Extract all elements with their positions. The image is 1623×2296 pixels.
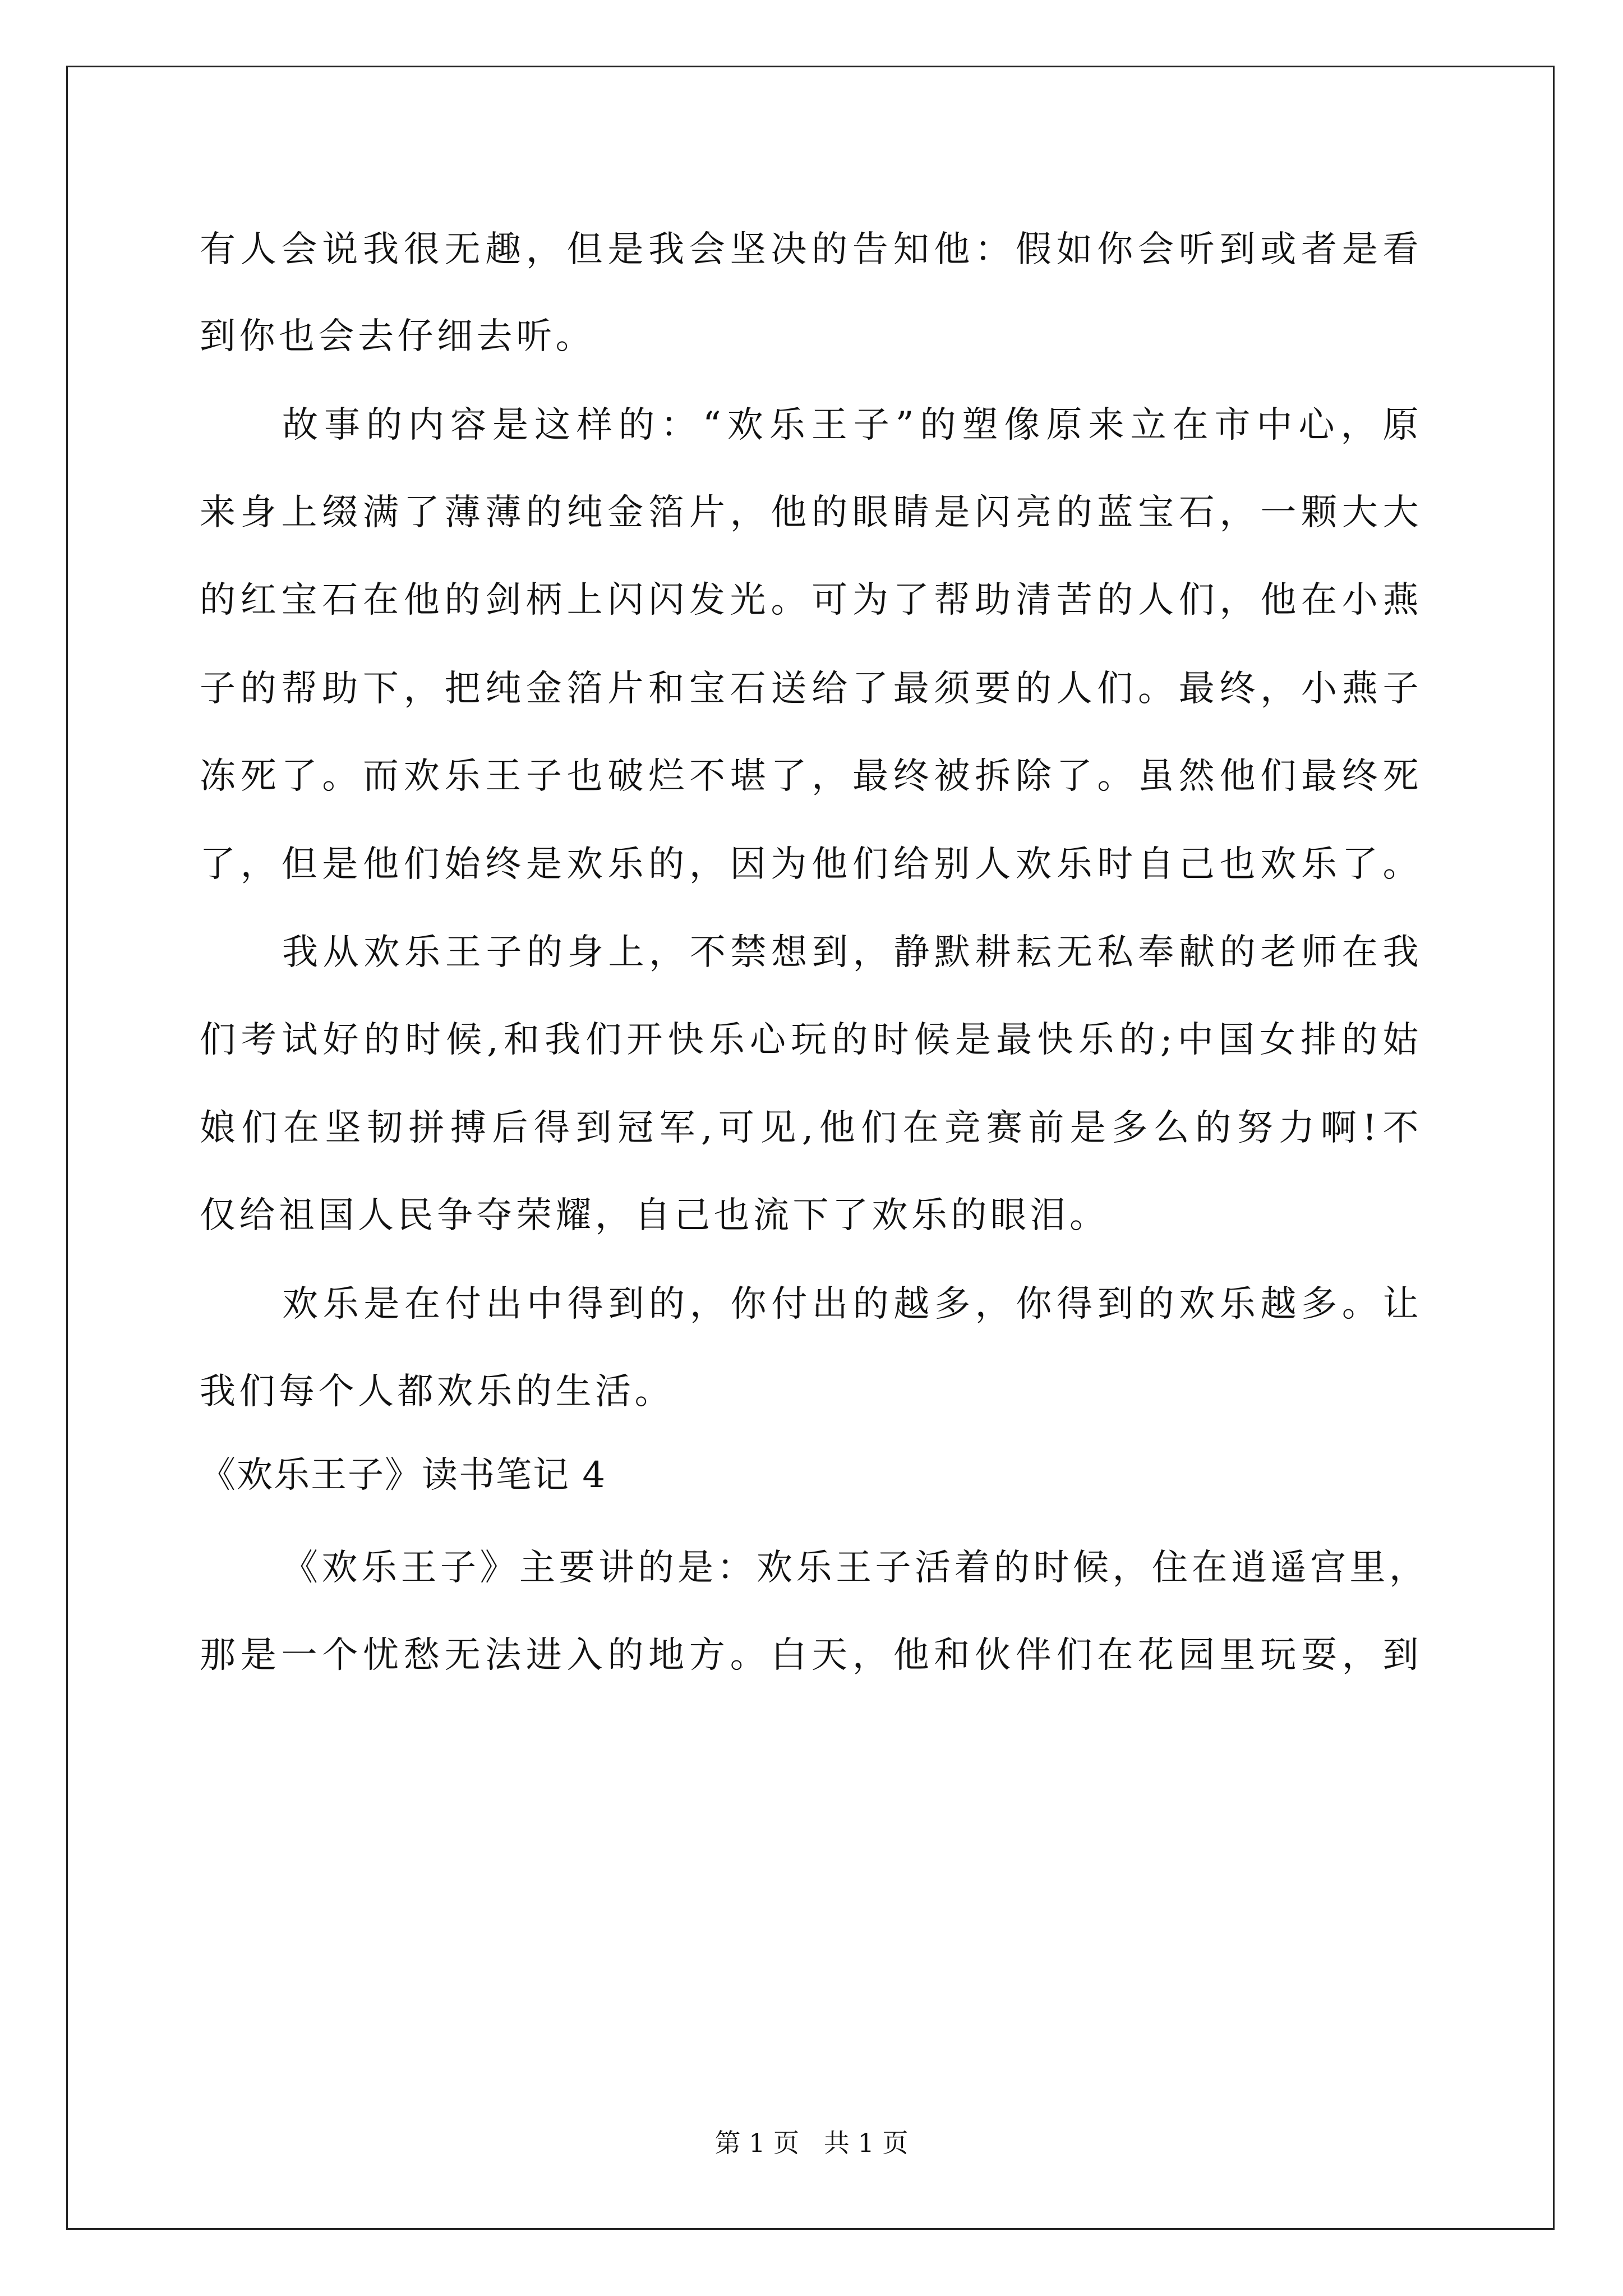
text-line: 来身上缀满了薄薄的纯金箔片，他的眼睛是闪亮的蓝宝石，一颗大大 (200, 492, 1422, 533)
text-line: 冻死了。而欢乐王子也破烂不堪了，最终被拆除了。虽然他们最终死 (200, 756, 1422, 797)
text-line: 我从欢乐王子的身上，不禁想到，静默耕耘无私奉献的老师在我 (282, 932, 1422, 973)
text-line: 我们每个人都欢乐的生活。 (200, 1371, 674, 1412)
section-heading: 《欢乐王子》读书笔记 4 (200, 1455, 607, 1496)
text-line: 《欢乐王子》主要讲的是：欢乐王子活着的时候，住在逍遥宫里， (282, 1547, 1429, 1589)
text-line: 仅给祖国人民争夺荣耀，自己也流下了欢乐的眼泪。 (200, 1195, 1109, 1236)
text-line: 的红宝石在他的剑柄上闪闪发光。可为了帮助清苦的人们，他在小燕 (200, 579, 1422, 621)
text-line: 到你也会去仔细去听。 (200, 316, 595, 357)
text-line: 那是一个忧愁无法进入的地方。白天，他和伙伴们在花园里玩耍，到 (200, 1635, 1422, 1676)
text-line: 故事的内容是这样的：“欢乐王子”的塑像原来立在市中心，原 (282, 404, 1422, 446)
text-line: 有人会说我很无趣，但是我会坚决的告知他：假如你会听到或者是看 (200, 229, 1422, 270)
text-line: 了，但是他们始终是欢乐的，因为他们给别人欢乐时自己也欢乐了。 (200, 844, 1422, 885)
text-line: 娘们在坚韧拼搏后得到冠军,可见,他们在竞赛前是多么的努力啊!不 (200, 1107, 1422, 1149)
page-footer: 第 1 页 共 1 页 (714, 2128, 909, 2158)
text-line: 欢乐是在付出中得到的，你付出的越多，你得到的欢乐越多。让 (282, 1283, 1422, 1325)
text-line: 子的帮助下，把纯金箔片和宝石送给了最须要的人们。最终，小燕子 (200, 668, 1422, 710)
text-line: 们考试好的时候,和我们开快乐心玩的时候是最快乐的;中国女排的姑 (200, 1019, 1422, 1061)
